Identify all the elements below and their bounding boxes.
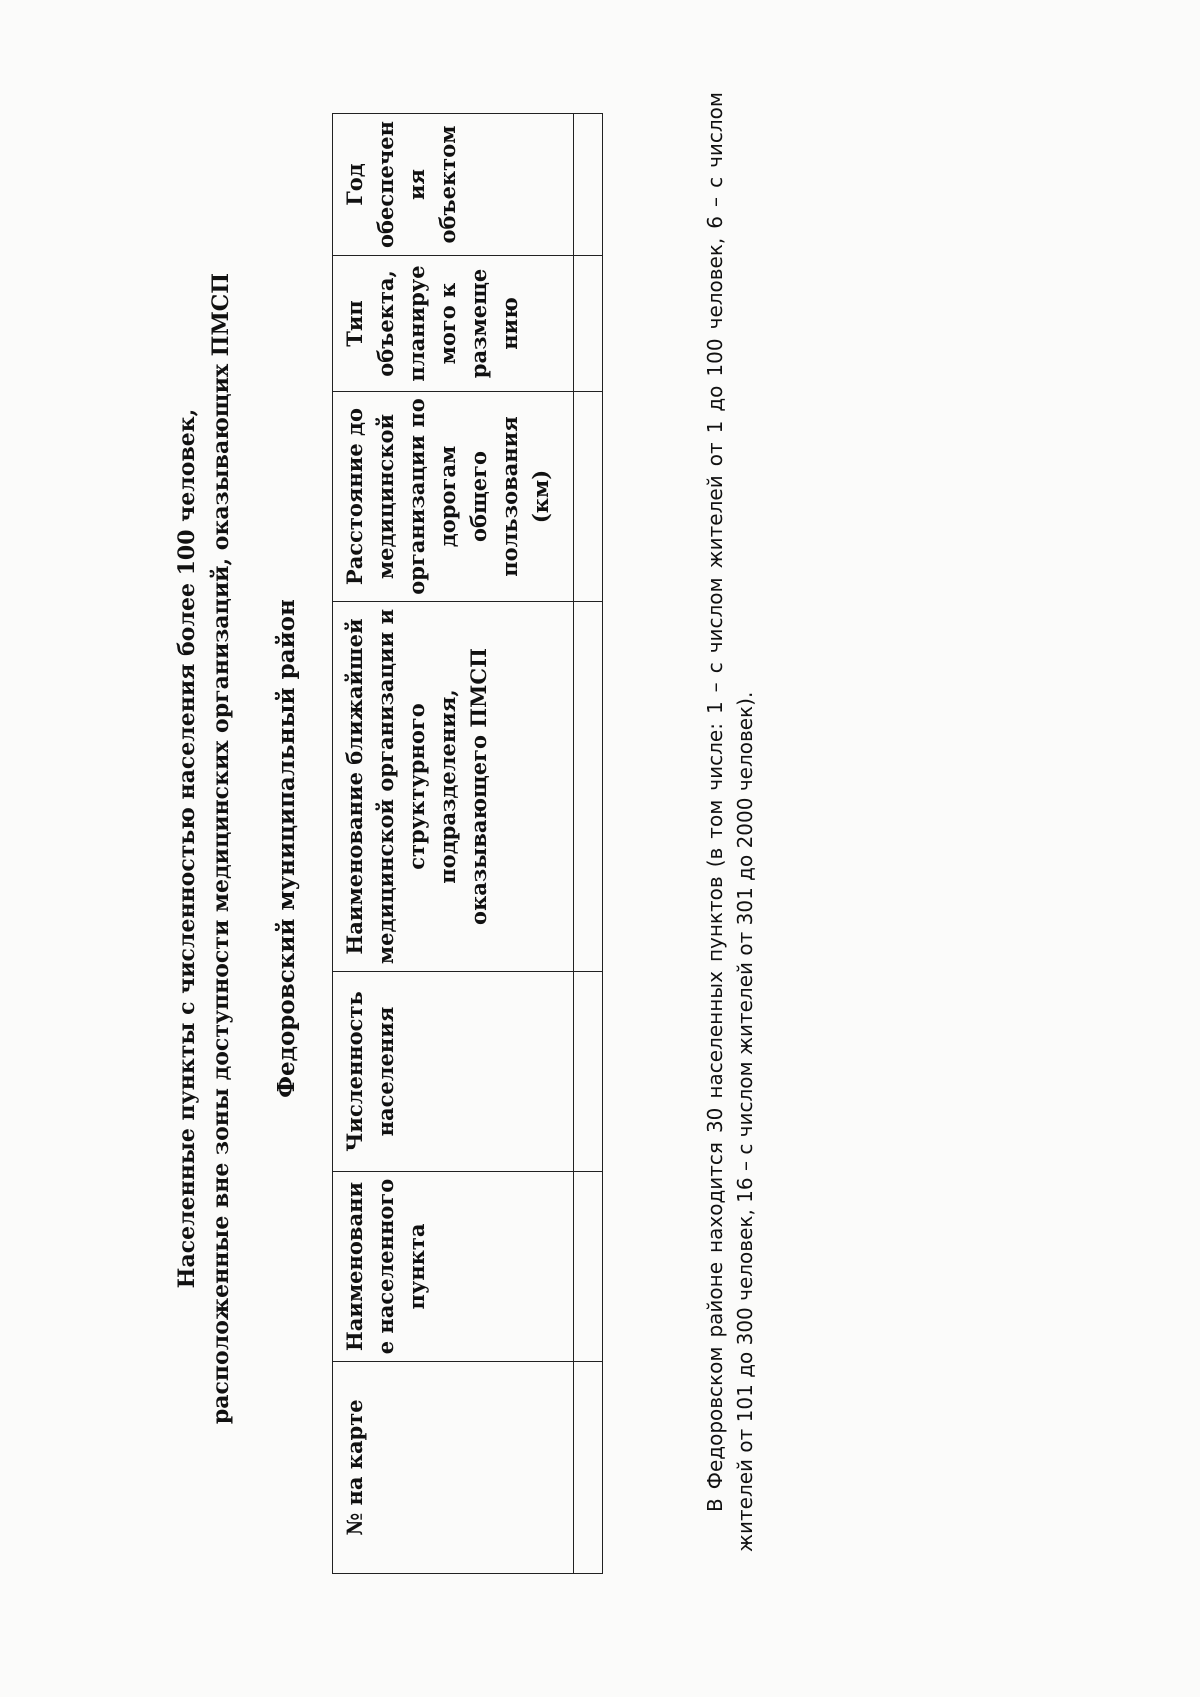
footnote-text: В Федоровском районе находится 30 населенных пунктов (в том числе: 1 – с числом жителей от 1 до 100 человек, 6 – с числом жителей от 101 до 300 человек, 16 – с числом жителей от 301 до 2000 человек). bbox=[703, 92, 757, 1552]
header-settlement-name: Наименование населенного пункта bbox=[333, 1172, 574, 1362]
header-population: Численность населения bbox=[333, 972, 574, 1172]
header-distance-km: Расстояние до медицинской организации по дорогам общего пользования (км) bbox=[333, 392, 574, 602]
header-nearest-medical-org: Наименование ближайшей медицинской организации и структурного подразделения, оказывающего ПМСП bbox=[333, 602, 574, 972]
title-line-2: расположенные вне зоны доступности медицинских организаций, оказывающих ПМСП bbox=[208, 272, 234, 1425]
table-cell bbox=[574, 256, 603, 392]
table-header-row bbox=[333, 114, 574, 1574]
table-row bbox=[574, 114, 603, 1574]
district-name: Федоровский муниципальный район bbox=[273, 599, 300, 1098]
footnote bbox=[700, 92, 760, 1552]
table-cell bbox=[574, 1172, 603, 1362]
table-cell bbox=[574, 972, 603, 1172]
table-cell bbox=[574, 114, 603, 256]
title-line-1: Населенные пункты с численностью населения более 100 человек, bbox=[174, 408, 200, 1289]
header-year: Год обеспечения объектом bbox=[333, 114, 574, 256]
header-object-type: Тип объекта, планируемого к размещению bbox=[333, 256, 574, 392]
header-map-number: № на карте bbox=[333, 1362, 574, 1574]
document-title bbox=[170, 0, 238, 1697]
table-cell bbox=[574, 602, 603, 972]
table-cell bbox=[574, 1362, 603, 1574]
table-cell bbox=[574, 392, 603, 602]
settlements-table bbox=[332, 113, 603, 1574]
